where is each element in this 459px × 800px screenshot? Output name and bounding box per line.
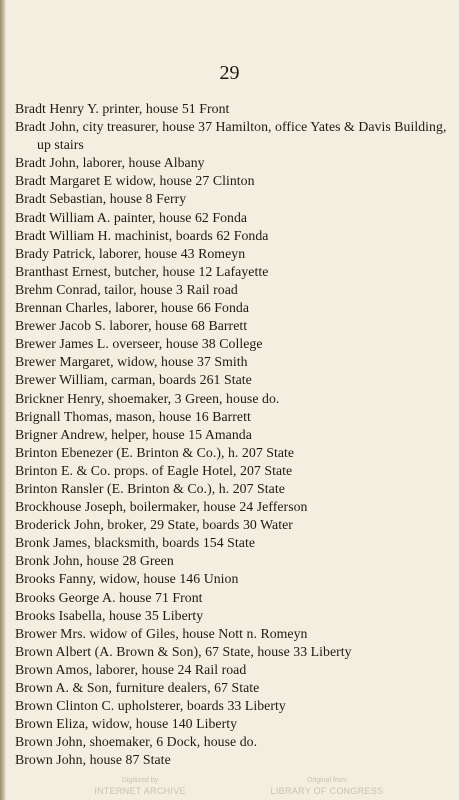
directory-entry: Brown Clinton C. upholsterer, boards 33 Liberty (15, 698, 286, 714)
directory-entry: Brooks George A. house 71 Front (15, 589, 203, 605)
directory-entry: Brower Mrs. widow of Giles, house Nott n. Romeyn (15, 625, 308, 641)
directory-entries (15, 100, 455, 769)
directory-entry: Brown Eliza, widow, house 140 Liberty (15, 716, 238, 732)
digitized-by-watermark (85, 776, 195, 796)
directory-entry: Brown A. & Son, furniture dealers, 67 State (15, 680, 260, 695)
directory-entry: Brewer James L. overseer, house 38 College (15, 336, 263, 352)
directory-entry: Brinton E. & Co. props. of Eagle Hotel, 207 State (15, 462, 293, 478)
directory-entry: Brigner Andrew, helper, house 15 Amanda (15, 426, 252, 442)
original-from-watermark (262, 776, 392, 796)
directory-entry: Broderick John, broker, 29 State, boards 30 Water (15, 517, 293, 533)
directory-entry: Brockhouse Joseph, boilermaker, house 24 Jefferson (15, 499, 308, 515)
directory-entry: Brooks Isabella, house 35 Liberty (15, 607, 204, 623)
directory-entry: Bradt William A. painter, house 62 Fonda (15, 209, 248, 225)
directory-entry: Bradt Margaret E widow, house 27 Clinton (15, 173, 255, 189)
directory-entry: Brown John, shoemaker, 6 Dock, house do. (15, 734, 258, 750)
directory-entry: Brehm Conrad, tailor, house 3 Rail road (15, 281, 238, 297)
directory-entry: Brennan Charles, laborer, house 66 Fonda (15, 300, 250, 316)
directory-entry: Branthast Ernest, butcher, house 12 Lafayette (15, 263, 269, 279)
watermark-left-name: INTERNET ARCHIVE (94, 786, 186, 796)
directory-entry: Brown John, house 87 State (15, 752, 171, 768)
directory-entry: Bronk John, house 28 Green (15, 553, 174, 569)
directory-entry: Brown Amos, laborer, house 24 Rail road (15, 661, 247, 677)
directory-entry: Bradt John, city treasurer, house 37 Hamilton, office Yates & Davis Building, up stairs (15, 119, 447, 153)
directory-entry: Brown Albert (A. Brown & Son), 67 State, house 33 Liberty (15, 643, 352, 659)
directory-entry: Brooks Fanny, widow, house 146 Union (15, 571, 239, 587)
watermark-left-caption: Digitized by (121, 777, 159, 784)
directory-entry: Brewer Margaret, widow, house 37 Smith (15, 354, 248, 370)
directory-entry: Bradt William H. machinist, boards 62 Fonda (15, 227, 269, 243)
directory-entry: Brinton Ebenezer (E. Brinton & Co.), h. 207 State (15, 444, 295, 460)
watermark-right-name: LIBRARY OF CONGRESS (270, 786, 384, 796)
directory-entry: Bronk James, blacksmith, boards 154 State (15, 535, 256, 551)
directory-entry: Brewer William, carman, boards 261 State (15, 372, 252, 388)
directory-entry: Brinton Ransler (E. Brinton & Co.), h. 207 State (15, 480, 285, 496)
directory-entry: Brignall Thomas, mason, house 16 Barrett (15, 408, 251, 424)
directory-entry: Bradt Henry Y. printer, house 51 Front (15, 101, 230, 116)
directory-entry: Brewer Jacob S. laborer, house 68 Barrett (15, 318, 248, 334)
watermark-right-caption: Original from (306, 777, 348, 784)
directory-entry: Brady Patrick, laborer, house 43 Romeyn (15, 245, 246, 261)
directory-entry: Bradt John, laborer, house Albany (15, 155, 205, 171)
page-binding-edge (0, 0, 6, 800)
directory-entry: Brickner Henry, shoemaker, 3 Green, house do. (15, 390, 280, 406)
directory-entry: Bradt Sebastian, house 8 Ferry (15, 191, 187, 207)
page-number: 29 (219, 62, 240, 84)
